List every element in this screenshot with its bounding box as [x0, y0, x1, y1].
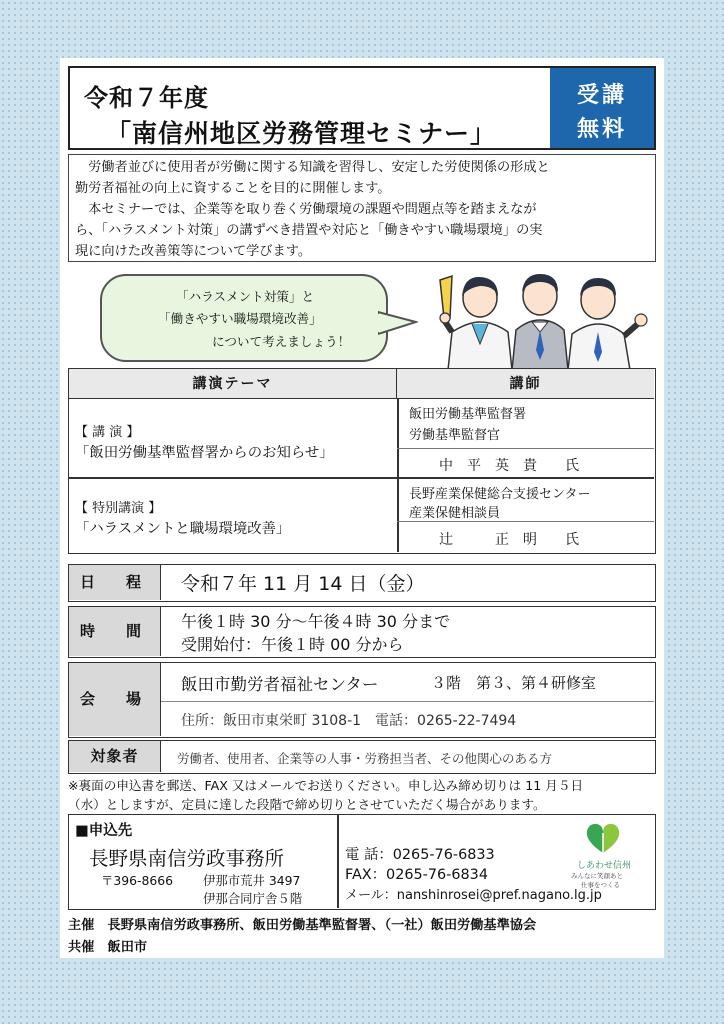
title-year: 令和７年度	[84, 84, 209, 112]
lecture-table	[68, 368, 656, 554]
lecture-speaker-header: 講師	[397, 369, 654, 399]
speaker-org: 長野産業保健総合支援センター	[409, 487, 591, 502]
contact-office: 長野県南信労政事務所	[89, 847, 285, 870]
intro-box	[68, 154, 656, 262]
time-reception: 受開始付：午後１時 00 分から	[181, 635, 404, 654]
date-value: 令和７年 11 月 14 日（金）	[181, 573, 425, 595]
venue-room: ３階 第３、第４研修室	[431, 674, 597, 692]
speaker-divider	[397, 521, 654, 522]
organizers-host: 主催 長野県南信労政事務所、飯田労働基準監督署、（一社）飯田労働基準協会	[68, 918, 537, 933]
time-row	[68, 606, 656, 658]
contact-heading: ■申込先	[75, 823, 133, 839]
venue-label: 会 場	[69, 663, 161, 736]
venue-divider	[161, 701, 654, 702]
free-badge-line2: 無料	[576, 117, 627, 142]
target-value: 労働者、使用者、企業等の人事・労務担当者、その他関心のある方	[177, 751, 553, 766]
workers-illustration-icon	[428, 270, 654, 370]
contact-box	[68, 814, 656, 910]
speech-bubble	[100, 274, 388, 362]
date-label: 日 程	[69, 565, 161, 600]
intro-line: 現に向けた改善策等について学びます。	[75, 244, 312, 259]
intro-line: 勤労者福祉の向上に資することを目的に開催します。	[75, 181, 391, 196]
venue-address: 住所：飯田市東栄町 3108-1 電話：0265-22-7494	[181, 713, 517, 729]
shiawase-shinshu-logo-icon	[583, 821, 623, 855]
lecture-tag: 【 特別講演 】	[75, 501, 162, 516]
bubble-tail-icon	[378, 308, 418, 342]
organizers-cohost: 共催 飯田市	[68, 940, 148, 955]
flyer-page	[60, 58, 664, 958]
venue-row	[68, 662, 656, 738]
time-value: 午後１時 30 分～午後４時 30 分まで	[181, 612, 451, 631]
speaker-name: 辻 正 明 氏	[439, 532, 579, 548]
speaker-divider	[397, 448, 654, 449]
date-row	[68, 564, 656, 602]
bubble-line2: 「働きやすい職場環境改善」	[158, 311, 322, 326]
speaker-role: 労働基準監督官	[409, 428, 501, 443]
application-note	[68, 776, 583, 814]
target-row	[68, 740, 656, 774]
contact-postal: 〒396-8666	[101, 873, 174, 888]
title-seminar-name: 「南信州地区労務管理セミナー」	[106, 119, 497, 148]
contact-fax: FAX：0265-76-6834	[345, 867, 488, 883]
logo-sub1: みんなに笑顔あと	[571, 872, 623, 880]
title-box	[68, 66, 656, 150]
table-divider	[397, 399, 399, 552]
note-line1: ※裏面の申込書を郵送、FAX 又はメールでお送りください。申し込み締め切りは 11 月５日	[68, 778, 584, 793]
contact-divider	[337, 815, 339, 908]
logo-text: しあわせ信州	[577, 861, 632, 871]
speaker-role: 産業保健相談員	[409, 506, 501, 521]
lecture-tag: 【 講 演 】	[75, 425, 140, 440]
free-badge	[550, 68, 654, 148]
table-row-divider	[69, 477, 654, 479]
speaker-name: 中 平 英 貴 氏	[439, 458, 579, 474]
speaker-org: 飯田労働基準監督署	[409, 407, 527, 422]
bubble-line3: について考えましょう！	[212, 334, 351, 349]
bubble-line1: 「ハラスメント対策」と	[176, 289, 315, 304]
target-label: 対象者	[69, 741, 161, 772]
time-label: 時 間	[69, 607, 161, 656]
contact-address2: 伊那合同庁舎５階	[203, 891, 303, 906]
note-line2: （水）としますが、定員に達した段階で締め切りとさせていただく場合があります。	[68, 797, 546, 812]
intro-line: ら、「ハラスメント対策」の講ずべき措置や対応と「働きやすい職場環境」の実	[75, 223, 543, 238]
lecture-title: 「飯田労働基準監督署からのお知らせ」	[75, 445, 334, 461]
venue-name: 飯田市勤労者福祉センター	[181, 675, 379, 694]
contact-address1: 伊那市荒井 3497	[203, 873, 301, 888]
free-badge-line1: 受講	[576, 83, 627, 108]
contact-tel: 電 話：0265-76-6833	[345, 847, 495, 863]
contact-email[interactable]: メール：nanshinrosei@pref.nagano.lg.jp	[345, 888, 602, 903]
logo-sub2: 仕事をつくる	[581, 881, 620, 889]
intro-line: 労働者並びに使用者が労働に関する知識を習得し、安定した労使関係の形成と	[75, 160, 550, 175]
intro-line: 本セミナーでは、企業等を取り巻く労働環境の課題や問題点等を踏まえなが	[75, 202, 537, 217]
lecture-title: 「ハラスメントと職場環境改善」	[75, 521, 291, 537]
lecture-theme-header: 講演テーマ	[69, 369, 397, 399]
